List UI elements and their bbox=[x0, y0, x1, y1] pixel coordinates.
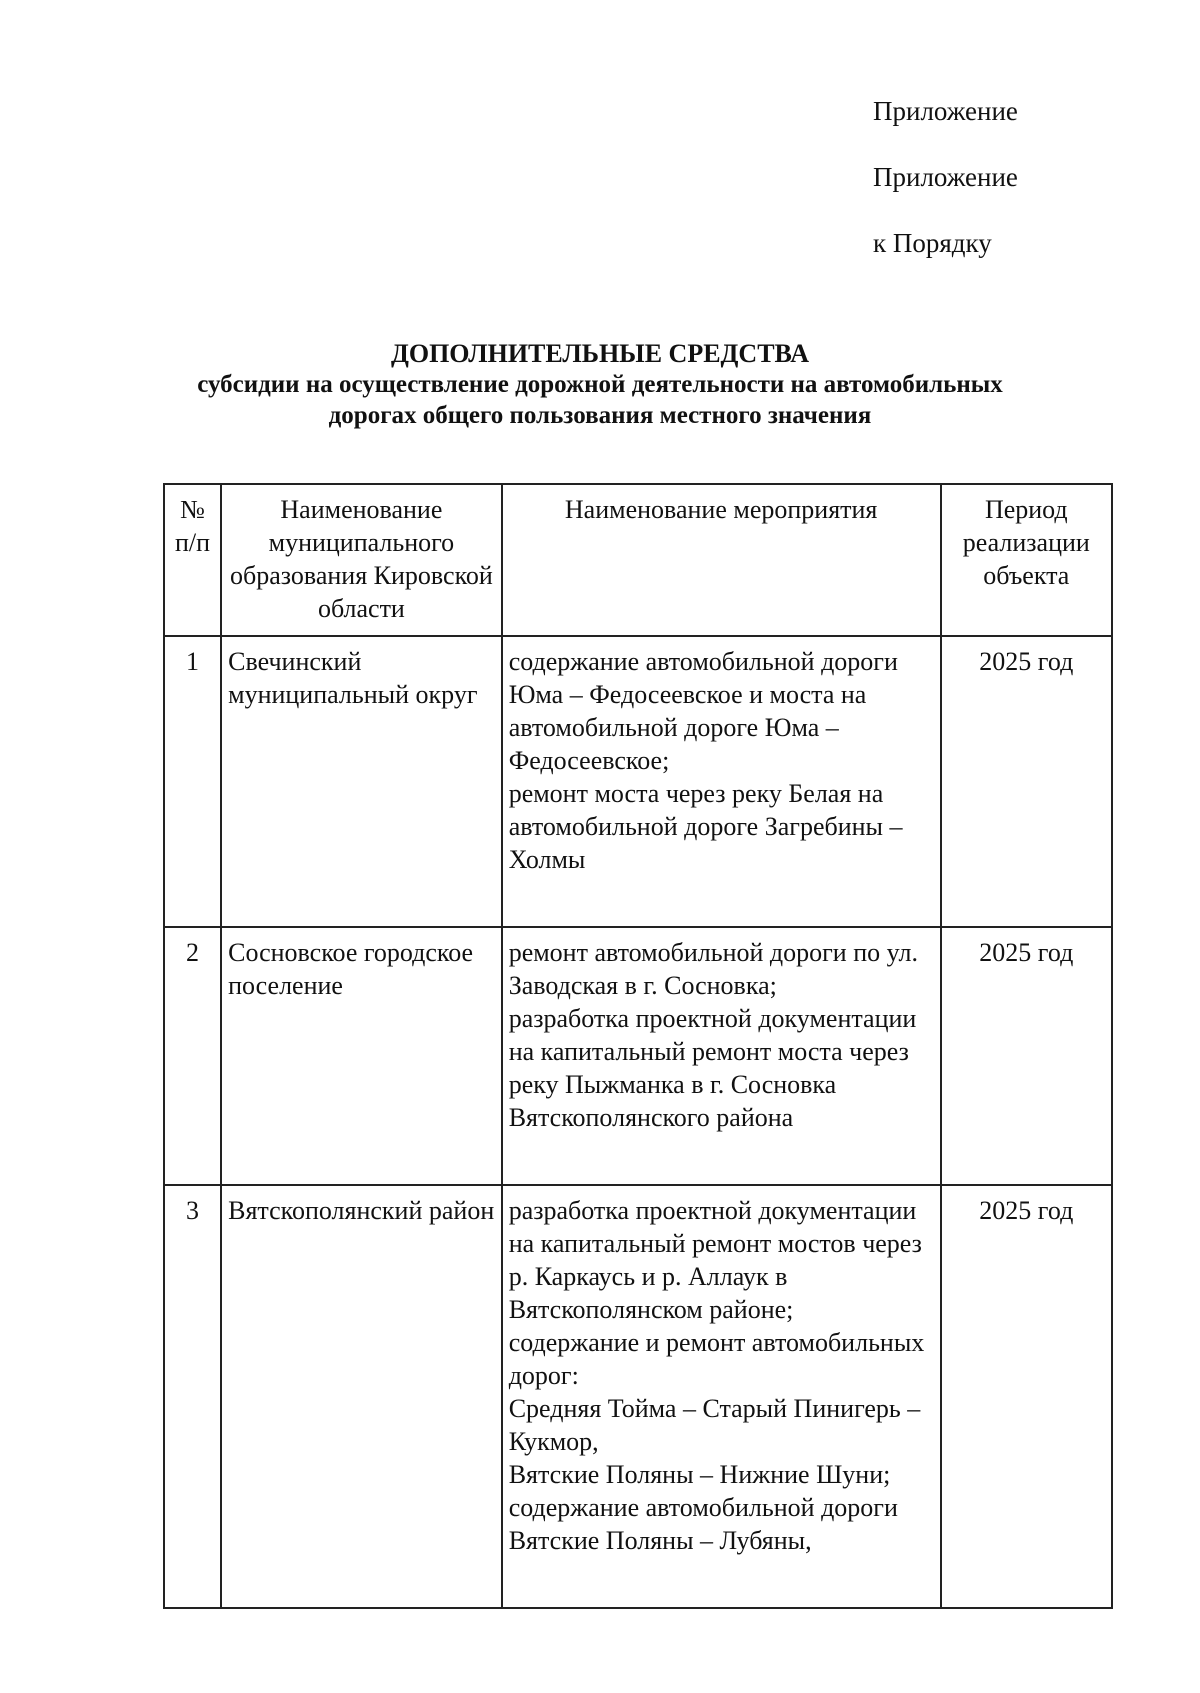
row-period: 2025 год bbox=[941, 636, 1112, 927]
event-item: разработка проектной документации на капитальный ремонт моста через реку Пыжманка в г. Сосновка Вятскополянского района bbox=[508, 1004, 917, 1132]
row-events bbox=[502, 927, 941, 1185]
row-number: 1 bbox=[164, 636, 221, 927]
subsidy-table bbox=[163, 483, 1113, 1609]
event-item: содержание и ремонт автомобильных дорог: bbox=[508, 1328, 925, 1390]
event-item: ремонт моста через реку Белая на автомобильной дороге Загребины – Холмы bbox=[508, 779, 903, 874]
table-row bbox=[164, 1185, 1112, 1608]
header-municipality: Наименование муниципального образования Кировской области bbox=[221, 484, 502, 636]
row-events bbox=[502, 636, 941, 927]
row-municipality: Свечинский муниципальный округ bbox=[221, 636, 502, 927]
row-municipality: Вятскополянский район bbox=[221, 1185, 502, 1608]
document-title bbox=[0, 338, 1200, 431]
appendix-header bbox=[873, 96, 1018, 294]
title-sub-2: дорогах общего пользования местного значения bbox=[328, 402, 872, 429]
event-item: содержание автомобильной дороги Юма – Федосеевское и моста на автомобильной дороге Юма – Федосеевское; bbox=[508, 647, 898, 775]
header-event: Наименование мероприятия bbox=[502, 484, 941, 636]
event-item: ремонт автомобильной дороги по ул. Заводская в г. Сосновка; bbox=[508, 938, 918, 1000]
appendix-order-label: к Порядку bbox=[873, 228, 992, 258]
title-main: ДОПОЛНИТЕЛЬНЫЕ СРЕДСТВА bbox=[390, 339, 810, 368]
table-row bbox=[164, 636, 1112, 927]
title-sub-1: субсидии на осуществление дорожной деятельности на автомобильных bbox=[197, 371, 1003, 398]
header-number: № п/п bbox=[164, 484, 221, 636]
table-header-row bbox=[164, 484, 1112, 636]
table-row bbox=[164, 927, 1112, 1185]
row-period: 2025 год bbox=[941, 927, 1112, 1185]
row-events bbox=[502, 1185, 941, 1608]
header-period: Период реализации объекта bbox=[941, 484, 1112, 636]
event-item: Средняя Тойма – Старый Пинигерь – Кукмор, bbox=[508, 1394, 921, 1456]
appendix-label-2: Приложение bbox=[873, 162, 1018, 192]
row-number: 3 bbox=[164, 1185, 221, 1608]
event-item: разработка проектной документации на капитальный ремонт мостов через р. Каркаусь и р. Аллаук в Вятскополянском районе; bbox=[508, 1196, 922, 1324]
row-number: 2 bbox=[164, 927, 221, 1185]
appendix-label-1: Приложение bbox=[873, 96, 1018, 126]
event-item: содержание автомобильной дороги Вятские Поляны – Лубяны, bbox=[508, 1493, 898, 1555]
event-item: Вятские Поляны – Нижние Шуни; bbox=[508, 1460, 891, 1489]
row-municipality: Сосновское городское поселение bbox=[221, 927, 502, 1185]
row-period: 2025 год bbox=[941, 1185, 1112, 1608]
